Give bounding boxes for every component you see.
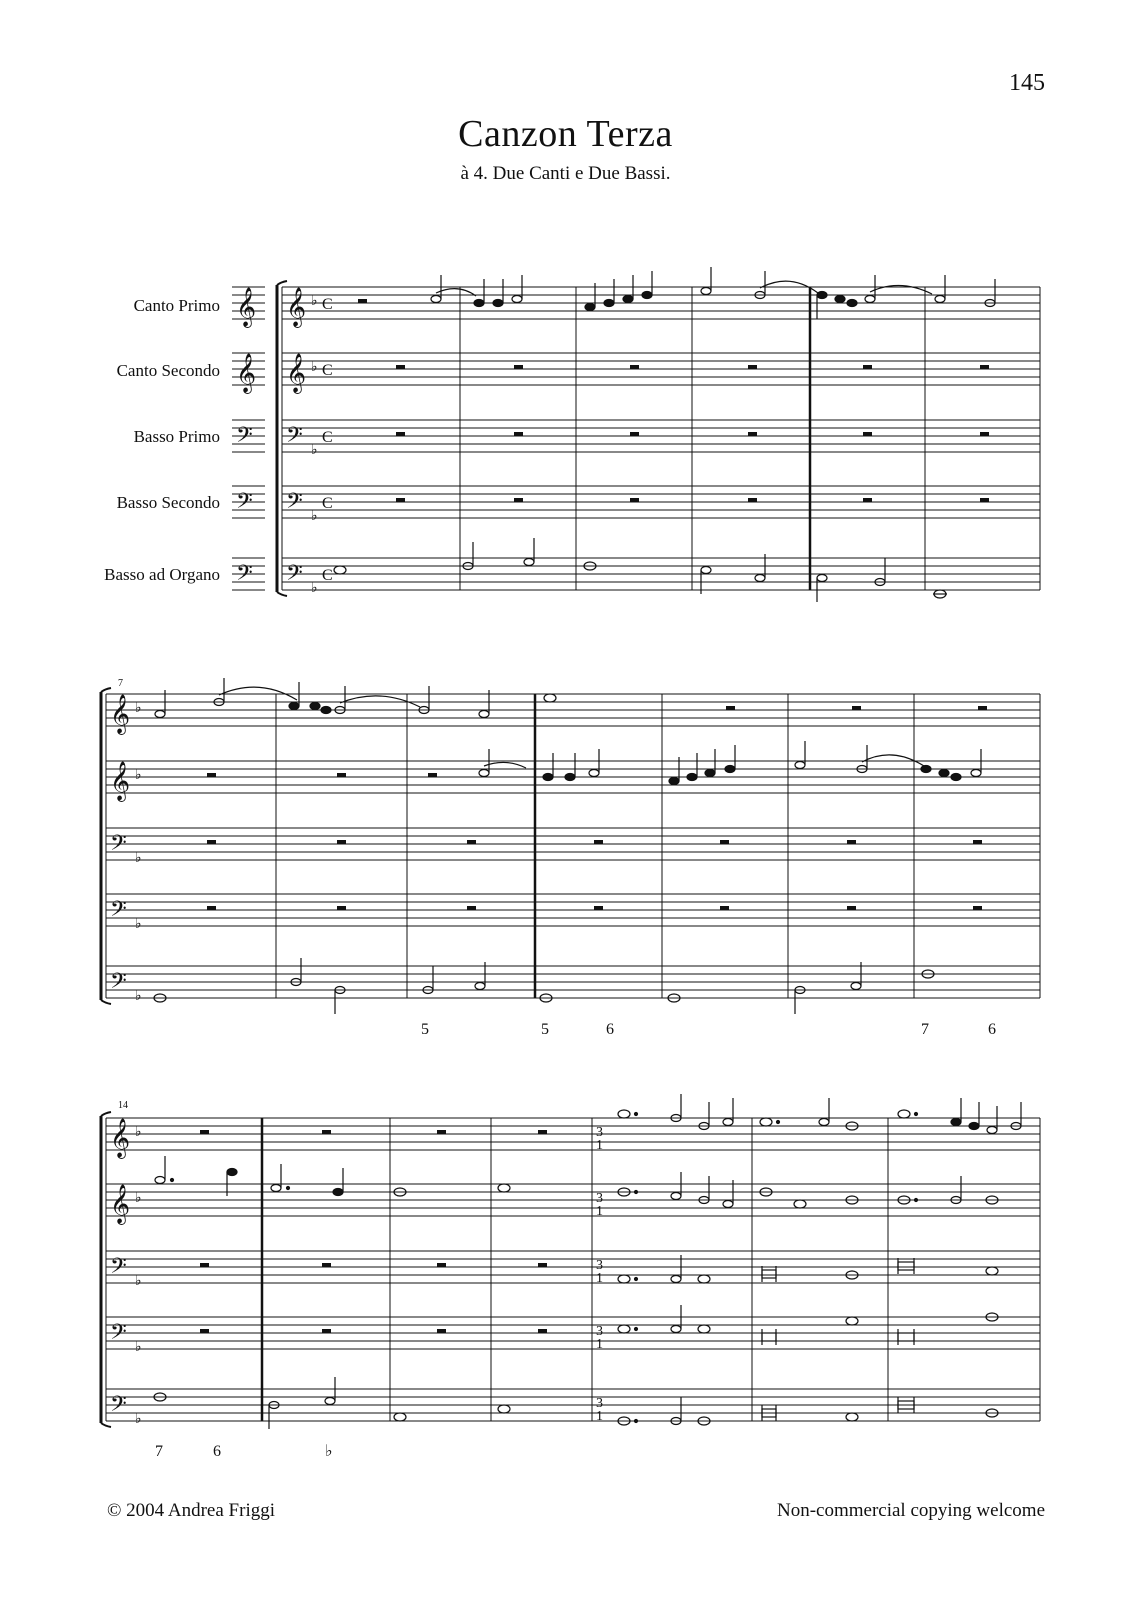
canto-primo-notes: [155, 678, 556, 718]
instrument-label-canto-primo: Canto Primo: [133, 296, 220, 315]
instrument-label-basso-secondo: Basso Secondo: [116, 493, 220, 512]
svg-text:1: 1: [596, 1271, 603, 1286]
svg-text:3: 3: [596, 1125, 603, 1140]
clefs-keys-times: [286, 287, 333, 596]
svg-text:3: 3: [596, 1258, 603, 1273]
svg-text:𝄢: 𝄢: [236, 561, 253, 591]
figure: 6: [606, 1021, 614, 1038]
svg-text:𝄢: 𝄢: [236, 489, 253, 519]
figure: 7: [155, 1443, 163, 1460]
svg-text:𝄢: 𝄢: [110, 897, 127, 927]
system-2: [101, 678, 1040, 1014]
svg-text:1: 1: [596, 1409, 603, 1424]
svg-text:♭: ♭: [311, 359, 318, 375]
svg-text:♭: ♭: [135, 700, 142, 716]
instrument-label-basso-ad-organo: Basso ad Organo: [104, 565, 220, 584]
svg-text:♭: ♭: [311, 293, 318, 309]
figure: 5: [541, 1021, 549, 1038]
barlines: [262, 1118, 1040, 1421]
svg-text:3: 3: [596, 1191, 603, 1206]
instrument-label-basso-primo: Basso Primo: [133, 427, 220, 446]
instrument-label-canto-secondo: Canto Secondo: [116, 361, 220, 380]
measure-number-system-2: 7: [118, 678, 123, 689]
staves: [282, 287, 1040, 590]
svg-text:𝄞: 𝄞: [110, 1118, 131, 1158]
svg-text:C: C: [322, 567, 333, 584]
canto-primo-notes: [618, 1094, 1021, 1134]
svg-text:♭: ♭: [135, 1124, 142, 1140]
svg-text:𝄢: 𝄢: [110, 1320, 127, 1350]
svg-text:𝄢: 𝄢: [110, 1392, 127, 1422]
figured-bass-system-3: [155, 1443, 333, 1460]
svg-text:𝄞: 𝄞: [110, 694, 131, 734]
piece-title: Canzon Terza: [458, 113, 673, 155]
figure: 7: [921, 1021, 929, 1038]
page-number: 145: [1009, 70, 1045, 96]
svg-text:1: 1: [596, 1337, 603, 1352]
svg-text:𝄢: 𝄢: [110, 1254, 127, 1284]
svg-text:♭: ♭: [311, 508, 318, 524]
svg-text:♭: ♭: [311, 442, 318, 458]
svg-text:♭: ♭: [135, 1190, 142, 1206]
svg-text:♭: ♭: [135, 916, 142, 932]
figured-bass-system-2: [421, 1021, 996, 1038]
svg-text:C: C: [322, 362, 333, 379]
canto-secondo-notes: [479, 741, 981, 785]
svg-text:𝄞: 𝄞: [286, 353, 307, 393]
rests: [200, 1130, 547, 1333]
svg-text:𝄞: 𝄞: [236, 353, 257, 393]
rests: [207, 706, 987, 910]
svg-text:♭: ♭: [135, 1411, 142, 1427]
svg-text:♭: ♭: [135, 1339, 142, 1355]
svg-text:3: 3: [596, 1324, 603, 1339]
figure: ♭: [325, 1443, 333, 1460]
svg-text:♭: ♭: [135, 988, 142, 1004]
svg-text:1: 1: [596, 1204, 603, 1219]
figure: 6: [213, 1443, 221, 1460]
figure: 5: [421, 1021, 429, 1038]
staves: [106, 694, 1040, 998]
svg-text:𝄞: 𝄞: [110, 1184, 131, 1224]
basso-organo-notes: [334, 538, 947, 602]
measure-number-system-3: 14: [118, 1100, 128, 1111]
svg-text:3: 3: [596, 1396, 603, 1411]
svg-text:♭: ♭: [135, 767, 142, 783]
svg-text:𝄢: 𝄢: [110, 831, 127, 861]
system-3: [101, 1094, 1040, 1429]
incipit-clefs: [236, 287, 256, 591]
svg-text:1: 1: [596, 1138, 603, 1153]
svg-text:𝄢: 𝄢: [286, 489, 303, 519]
svg-text:C: C: [322, 495, 333, 512]
svg-text:♭: ♭: [135, 850, 142, 866]
svg-text:𝄢: 𝄢: [110, 969, 127, 999]
license-notice: Non-commercial copying welcome: [776, 1500, 1045, 1521]
svg-text:𝄢: 𝄢: [286, 423, 303, 453]
copyright-notice: © 2004 Andrea Friggi: [107, 1500, 276, 1521]
figure: 6: [988, 1021, 996, 1038]
svg-text:𝄞: 𝄞: [110, 761, 131, 801]
svg-text:C: C: [322, 296, 333, 313]
svg-text:𝄞: 𝄞: [286, 287, 307, 327]
svg-text:♭: ♭: [135, 1273, 142, 1289]
rests: [358, 299, 989, 502]
barlines: [276, 694, 1040, 998]
svg-text:C: C: [322, 429, 333, 446]
piece-subtitle: à 4. Due Canti e Due Bassi.: [460, 163, 671, 184]
svg-text:𝄢: 𝄢: [236, 423, 253, 453]
barlines: [460, 287, 1040, 590]
system-1: [232, 267, 1040, 602]
svg-text:♭: ♭: [311, 580, 318, 596]
svg-text:𝄢: 𝄢: [286, 561, 303, 591]
svg-text:𝄞: 𝄞: [236, 287, 257, 327]
